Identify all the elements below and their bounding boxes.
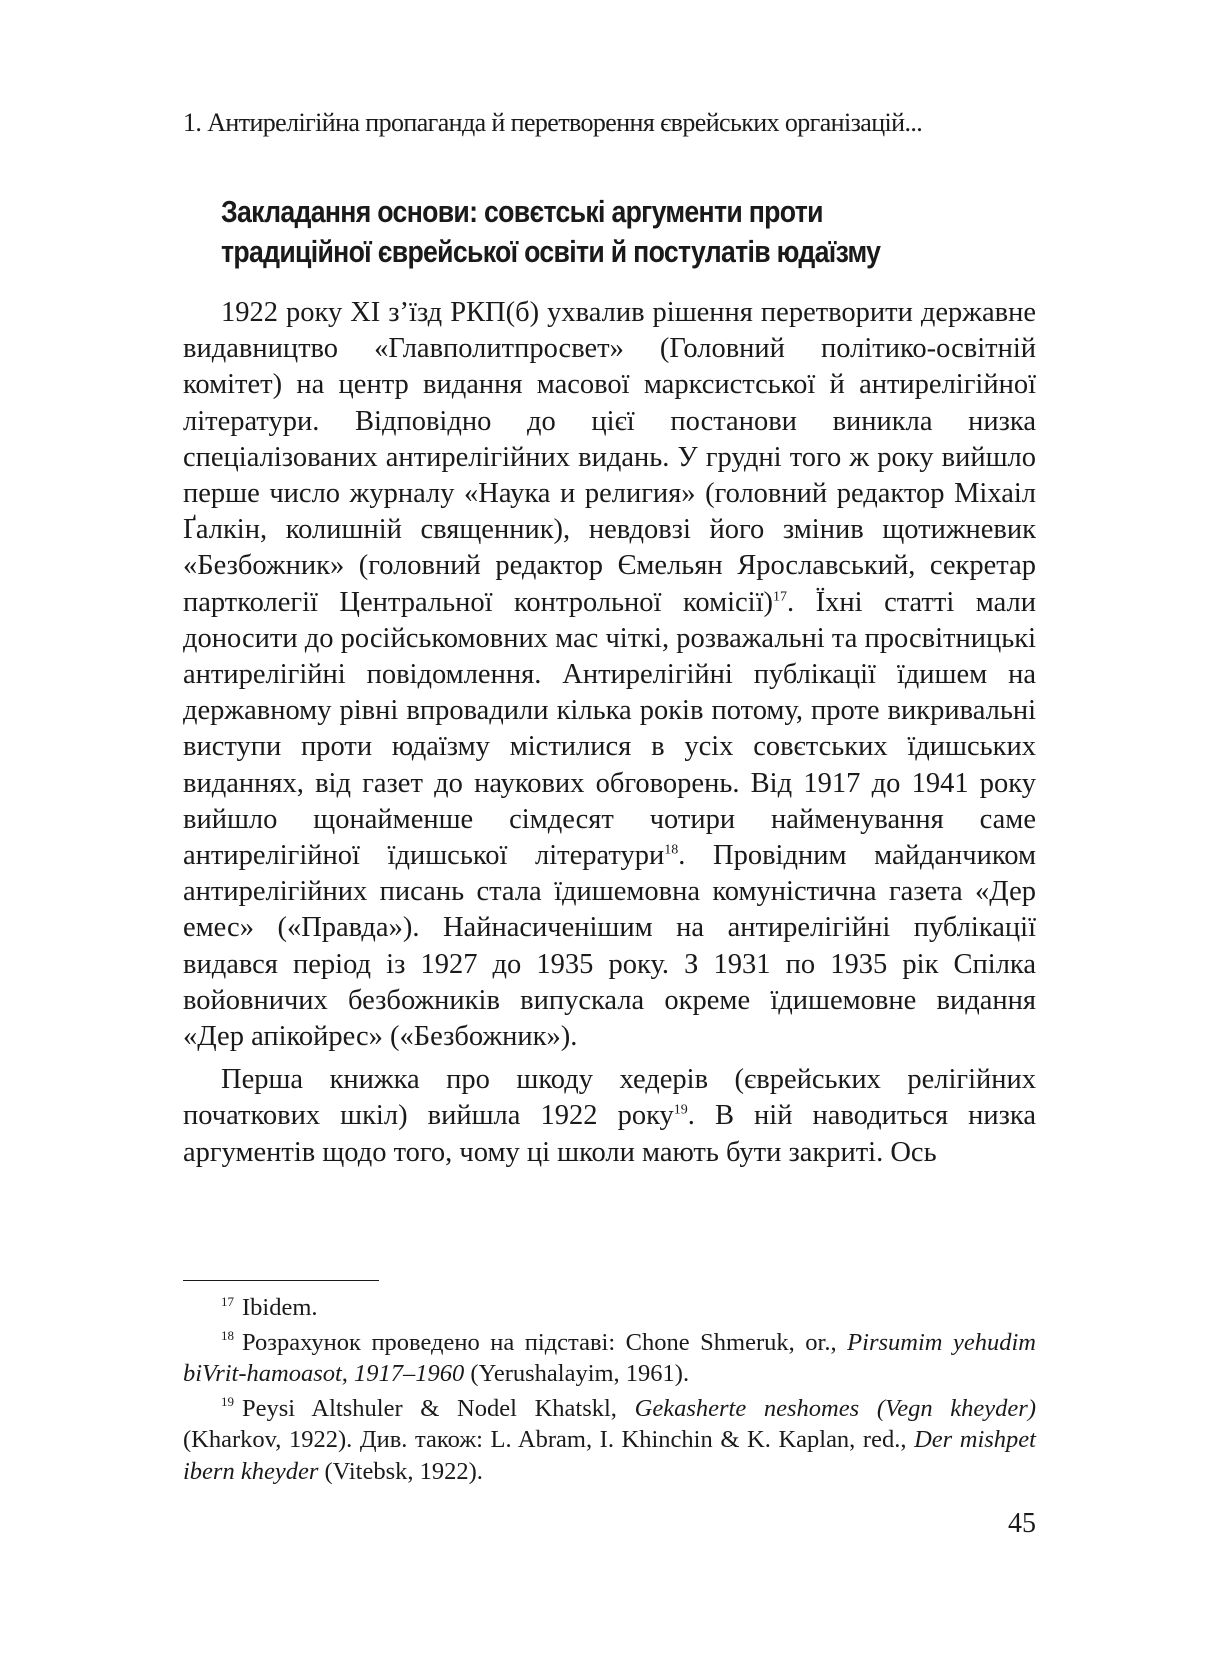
footnote-ref-19[interactable]: 19	[673, 1102, 688, 1118]
footnote-number: 18	[221, 1328, 234, 1344]
footnote-18	[183, 1327, 1036, 1390]
footnote-divider	[183, 1280, 379, 1281]
footnote-title-italic: Gekasherte neshomes (Vegn kheyder)	[634, 1394, 1036, 1422]
footnote-ref-18[interactable]: 18	[664, 842, 679, 858]
paragraph-2	[183, 1062, 1036, 1171]
paragraph-1-part-1: 1922 року XI з’їзд РКП(б) ухвалив рішення перетворити державне видавництво «Главполитпросвет» (Головний політико-освітній комітет) на центр видання масової марксистської й антирелігійної літератури. Відповідно до цієї постанови виникла низка спеціалізованих антирелігійних видань. У грудні того ж року вийшло перше число журналу «Наука и религия» (головний редактор Міхаіл Ґалкін, колишній священник), невдовзі його змінив щотижневик «Безбожник» (головний редактор Ємельян Ярославський, секретар партколегії Центральної контрольної комісії)	[183, 297, 1036, 618]
footnote-text: (Yerushalayim, 1961).	[464, 1360, 690, 1387]
paragraph-2-part-2: . В ній наводиться низка аргументів щодо того, чому ці школи мають бути закриті. Ось	[183, 1100, 1036, 1168]
footnote-number: 19	[221, 1394, 234, 1410]
section-heading-line-2: традиційної єврейської освіти й постулатів юдаїзму	[221, 234, 881, 269]
section-heading	[221, 192, 1036, 272]
paragraph-1-part-3: . Провідним майданчиком антирелігійних писань стала їдишемовна комуністична газета «Дер емес» («Правда»). Найнасиченішим на антирелігійні публікації видався період із 1927 до 1935 року. З 1931 по 1935 рік Спілка войовничих безбожників випускала окреме їдишемовне видання «Дер апікойрес» («Безбожник»).	[183, 840, 1036, 1053]
book-page	[183, 0, 1036, 1654]
page-number: 45	[1008, 1508, 1036, 1539]
paragraph-1	[183, 295, 1036, 1055]
footnote-text: Peysi Altshuler & Nodel Khatskl,	[242, 1394, 635, 1422]
section-heading-line-1: Закладання основи: совєтські аргументи проти	[221, 194, 823, 229]
footnote-text: (Kharkov, 1922). Див. також: L. Abram, I. Khinchin & K. Kaplan, red.,	[183, 1426, 915, 1453]
footnote-text: (Vitebsk, 1922).	[318, 1457, 483, 1485]
footnote-text: Ibidem.	[242, 1294, 318, 1321]
footnote-17	[183, 1292, 1036, 1324]
footnote-19	[183, 1393, 1036, 1488]
footnotes	[183, 1292, 1036, 1487]
footnote-text: Розрахунок проведено на підставі: Chone Shmeruk, or.,	[242, 1328, 848, 1356]
footnote-number: 17	[221, 1293, 234, 1309]
body-text	[183, 295, 1036, 1171]
footnote-ref-17[interactable]: 17	[773, 589, 788, 605]
paragraph-2-part-1: Перша книжка про шкоду хедерів (єврейських релігійних початкових шкіл) вийшла 1922 року	[183, 1064, 1036, 1132]
footnote-title-italic: Pirsumim yehudim biVrit-hamoasot, 1917–1960	[183, 1328, 1036, 1387]
footnote-title-italic: Der mishpet ibern kheyder	[183, 1426, 1036, 1485]
running-head: 1. Антирелігійна пропаганда й перетворення єврейських організацій...	[183, 108, 923, 137]
paragraph-1-part-2: . Їхні статті мали доносити до російськомовних мас чіткі, розважальні та просвітницькі антирелігійні повідомлення. Антирелігійні публікації їдишем на державному рівні впровадили кілька років потому, проте викривальні виступи проти юдаїзму містилися в усіх совєтських їдишських виданнях, від газет до наукових обговорень. Від 1917 до 1941 року вийшло щонайменше сімдесят чотири найменування саме антирелігійної їдишської літератури	[183, 586, 1036, 872]
